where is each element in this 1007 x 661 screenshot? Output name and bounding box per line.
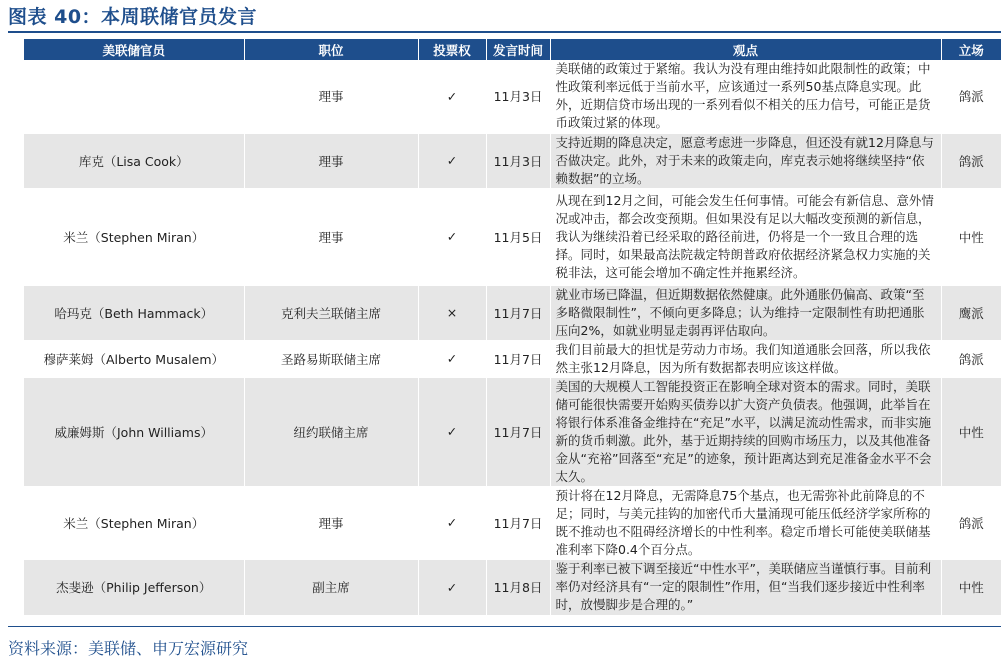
header-official: 美联储官员 [24,39,244,60]
vote-cell: × [418,285,486,340]
title-divider [8,31,1001,33]
footer-divider [8,626,1001,627]
date-cell: 11月3日 [486,60,550,133]
date-cell: 11月3日 [486,133,550,188]
header-date: 发言时间 [486,39,550,60]
table-row [24,377,1001,486]
official-cell: 哈玛克（Beth Hammack） [24,285,244,340]
date-cell: 11月7日 [486,340,550,377]
table-header-row [24,39,1001,60]
date-cell: 11月5日 [486,188,550,285]
vote-cell: ✓ [418,486,486,559]
view-cell: 就业市场已降温，但近期数据依然健康。此外通胀仍偏高、政策“至多略微限制性”，不倾向更多降息；认为维持一定限制性有助把通胀压向2%，如就业明显走弱再评估取向。 [550,285,941,340]
page-title: 图表 40：本周联储官员发言 [8,6,258,28]
table-row [24,340,1001,377]
stance-cell: 鸽派 [941,486,1001,559]
date-cell: 11月8日 [486,559,550,615]
table-row [24,60,1001,133]
stance-cell: 鸽派 [941,133,1001,188]
vote-cell: ✓ [418,188,486,285]
table-row [24,188,1001,285]
official-cell [24,60,244,133]
position-cell: 理事 [244,133,418,188]
table-row [24,133,1001,188]
official-cell: 穆萨莱姆（Alberto Musalem） [24,340,244,377]
view-cell: 预计将在12月降息，无需降息75个基点，也无需弥补此前降息的不足；同时，与美元挂钩的加密代币大量涌现可能压低经济学家所称的既不推动也不阻碍经济增长的中性利率。稳定币增长可能使美联储基准利率下降0.4个百分点。 [550,486,941,559]
vote-cell: ✓ [418,559,486,615]
official-cell: 库克（Lisa Cook） [24,133,244,188]
view-cell: 鉴于利率已被下调至接近“中性水平”，美联储应当谨慎行事。目前利率仍对经济具有“一定的限制性”作用，但“当我们逐步接近中性利率时，放慢脚步是合理的。” [550,559,941,615]
date-cell: 11月7日 [486,486,550,559]
view-cell: 美联储的政策过于紧缩。我认为没有理由维持如此限制性的政策；中性政策利率远低于当前水平，应该通过一系列50基点降息实现。此外，近期信贷市场出现的一系列看似不相关的压力信号，可能正是货币政策过紧的体现。 [550,60,941,133]
view-cell: 从现在到12月之间，可能会发生任何事情。可能会有新信息、意外情况或冲击，都会改变预期。但如果没有足以大幅改变预测的新信息，我认为继续沿着已经采取的路径前进，仍将是一个一致且合理的选择。同时，如果最高法院裁定特朗普政府依据经济紧急权力实施的关税非法，这可能会增加不确定性并拖累经济。 [550,188,941,285]
stance-cell: 中性 [941,377,1001,486]
vote-cell: ✓ [418,60,486,133]
table-row [24,559,1001,615]
position-cell: 理事 [244,60,418,133]
source-note: 资料来源：美联储、申万宏源研究 [8,639,249,658]
stance-cell: 鸽派 [941,340,1001,377]
fed-speech-table [24,39,1001,616]
stance-cell: 鸽派 [941,60,1001,133]
official-cell: 米兰（Stephen Miran） [24,486,244,559]
position-cell: 理事 [244,486,418,559]
header-vote: 投票权 [418,39,486,60]
header-view: 观点 [550,39,941,60]
stance-cell: 鹰派 [941,285,1001,340]
vote-cell: ✓ [418,377,486,486]
table-row [24,486,1001,559]
stance-cell: 中性 [941,188,1001,285]
position-cell: 理事 [244,188,418,285]
vote-cell: ✓ [418,133,486,188]
header-stance: 立场 [941,39,1001,60]
official-cell: 米兰（Stephen Miran） [24,188,244,285]
view-cell: 美国的大规模人工智能投资正在影响全球对资本的需求。同时，美联储可能很快需要开始购买债券以扩大资产负债表。他强调，此举旨在将银行体系准备金维持在“充足”水平，以满足流动性需求，而非实施新的货币刺激。此外，基于近期持续的回购市场压力，以及其他准备金从“充裕”回落至“充足”的迹象，预计距离达到充足准备金水平不会太久。 [550,377,941,486]
view-cell: 我们目前最大的担忧是劳动力市场。我们知道通胀会回落，所以我依然主张12月降息，因为所有数据都表明应该这样做。 [550,340,941,377]
vote-cell: ✓ [418,340,486,377]
stance-cell: 中性 [941,559,1001,615]
date-cell: 11月7日 [486,377,550,486]
date-cell: 11月7日 [486,285,550,340]
position-cell: 纽约联储主席 [244,377,418,486]
position-cell: 副主席 [244,559,418,615]
position-cell: 克利夫兰联储主席 [244,285,418,340]
official-cell: 杰斐逊（Philip Jefferson） [24,559,244,615]
table-row [24,285,1001,340]
official-cell: 威廉姆斯（John Williams） [24,377,244,486]
view-cell: 支持近期的降息决定，愿意考虑进一步降息，但还没有就12月降息与否做决定。此外，对于未来的政策走向，库克表示她将继续坚持“依赖数据”的立场。 [550,133,941,188]
position-cell: 圣路易斯联储主席 [244,340,418,377]
header-position: 职位 [244,39,418,60]
